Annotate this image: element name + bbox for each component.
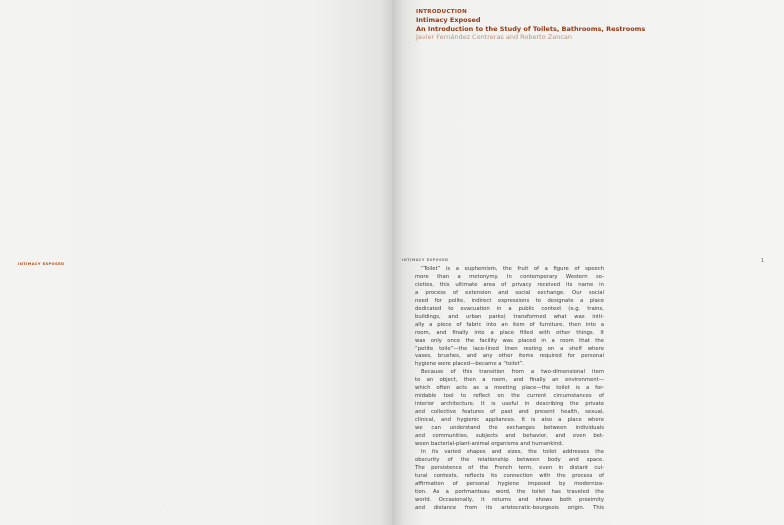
body-line: dedicated to evacuation in a public context (e.g. trains, bbox=[415, 305, 604, 312]
body-line: In its varied shapes and sizes, the toilet addresses the bbox=[421, 448, 604, 455]
chapter-heading bbox=[416, 8, 645, 42]
body-line: room, and finally into a place filled with other things. It bbox=[415, 329, 604, 336]
body-line: obscurity of the relationship between body and space. bbox=[415, 456, 604, 463]
body-line: and distance from its aristocratic-bourgeois origin. This bbox=[415, 504, 604, 511]
body-line: was only once the facility was placed in a room that the bbox=[415, 337, 604, 344]
body-line: and collective features of past and present health, sexual, bbox=[415, 409, 604, 416]
body-line: Because of this transition from a two-dimensional item bbox=[421, 369, 604, 376]
body-line: hygiene were placed—became a “toilet”. bbox=[415, 361, 524, 368]
right-page bbox=[392, 0, 784, 525]
body-text bbox=[415, 266, 604, 513]
body-line: to an object, then a room, and finally an environment— bbox=[415, 377, 604, 384]
body-line: world. Occasionally, it returns and shows both proximity bbox=[415, 496, 604, 503]
body-line: “petite toile”—the lace-lined linen resting on a shelf where bbox=[415, 345, 604, 352]
page-dot-mark: · bbox=[164, 504, 166, 509]
running-head-left: INTIMACY EXPOSED bbox=[18, 262, 65, 266]
chapter-title: Intimacy Exposed bbox=[416, 16, 481, 24]
body-line: midable tool to reflect on the current circumstances of bbox=[415, 393, 604, 400]
body-line: clinical, and hygienic appliances. It is also a place where bbox=[415, 417, 604, 424]
body-line: affirmation of personal hygiene imposed by moderniza- bbox=[415, 480, 604, 487]
body-line: interior architecture. It is useful in describing the private bbox=[415, 401, 604, 408]
page-number: 1 bbox=[760, 258, 764, 264]
chapter-kicker: INTRODUCTION bbox=[416, 9, 468, 15]
body-line: ally a piece of fabric into an item of furniture, then into a bbox=[415, 321, 604, 328]
body-line: we can understand the exchanges between individuals bbox=[415, 425, 604, 432]
body-line: buildings, and urban parks) transformed what was initi- bbox=[415, 313, 604, 320]
body-line: The persistence of the French term, even in distant cul- bbox=[415, 464, 604, 471]
body-line: cieties, this ultimate area of privacy received its name in bbox=[415, 281, 604, 288]
body-line: “Toilet” is a euphemism, the fruit of a figure of speech bbox=[421, 266, 604, 272]
body-line: and communities, subjects and behavior, and even bet- bbox=[415, 433, 604, 440]
body-line: need for polite, indirect expressions to designate a place bbox=[415, 297, 604, 304]
body-line: a process of extension and social exchange. Our social bbox=[415, 289, 604, 296]
body-line: which often acts as a meeting place—the toilet is a for- bbox=[415, 385, 604, 392]
body-line: vases, brushes, and any other items required for personal bbox=[415, 353, 604, 360]
body-line: tion. As a portmanteau word, the toilet has traveled the bbox=[415, 488, 604, 495]
chapter-subtitle: An Introduction to the Study of Toilets, Bathrooms, Restrooms bbox=[416, 24, 646, 33]
body-line: tural contexts, reflects its connection with the process of bbox=[415, 472, 604, 479]
body-line: more than a metonymy. In contemporary Western so- bbox=[415, 273, 604, 280]
body-line: ween bacterial-plant-animal organisms and humankind. bbox=[415, 440, 564, 447]
chapter-authors: Javier Fernández Contreras and Roberto Zancan bbox=[416, 33, 572, 41]
running-head-right: INTIMACY EXPOSED bbox=[402, 258, 449, 262]
